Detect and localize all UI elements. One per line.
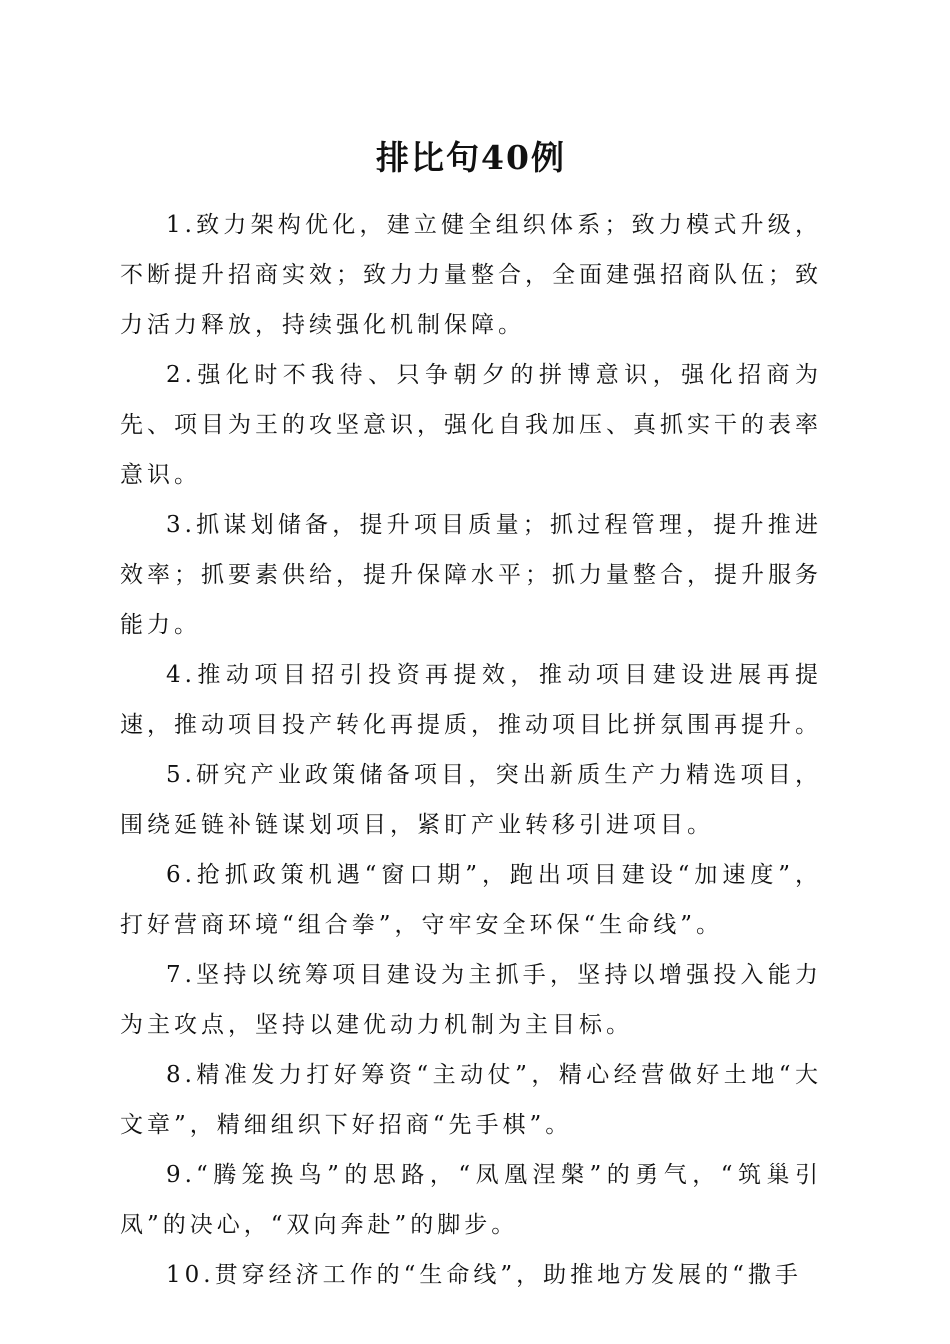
example-item-6: 6.抢抓政策机遇“窗口期”，跑出项目建设“加速度”，打好营商环境“组合拳”，守牢安全环保“生命线”。 [120,862,822,938]
example-item-3: 3.抓谋划储备，提升项目质量；抓过程管理，提升推进效率；抓要素供给，提升保障水平；抓力量整合，提升服务能力。 [120,512,822,638]
example-item-5: 5.研究产业政策储备项目，突出新质生产力精选项目，围绕延链补链谋划项目，紧盯产业转移引进项目。 [120,762,822,838]
example-item-4: 4.推动项目招引投资再提效，推动项目建设进展再提速，推动项目投产转化再提质，推动项目比拼氛围再提升。 [120,662,822,738]
example-item-10: 10.贯穿经济工作的“生命线”，助推地方发展的“撒手 [166,1262,802,1288]
example-list [120,200,822,1300]
example-item-2: 2.强化时不我待、只争朝夕的拼博意识，强化招商为先、项目为王的攻坚意识，强化自我加压、真抓实干的表率意识。 [120,362,822,488]
example-item-7: 7.坚持以统筹项目建设为主抓手，坚持以增强投入能力为主攻点，坚持以建优动力机制为主目标。 [120,962,822,1038]
document-title: 排比句40例 [376,138,566,177]
example-item-8: 8.精准发力打好筹资“主动仗”，精心经营做好土地“大文章”，精细组织下好招商“先手棋”。 [120,1062,822,1138]
example-item-1: 1.致力架构优化，建立健全组织体系；致力模式升级，不断提升招商实效；致力力量整合，全面建强招商队伍；致力活力释放，持续强化机制保障。 [120,212,822,338]
example-item-9: 9.“腾笼换鸟”的思路，“凤凰涅槃”的勇气，“筑巢引凤”的决心，“双向奔赴”的脚步。 [120,1162,822,1238]
